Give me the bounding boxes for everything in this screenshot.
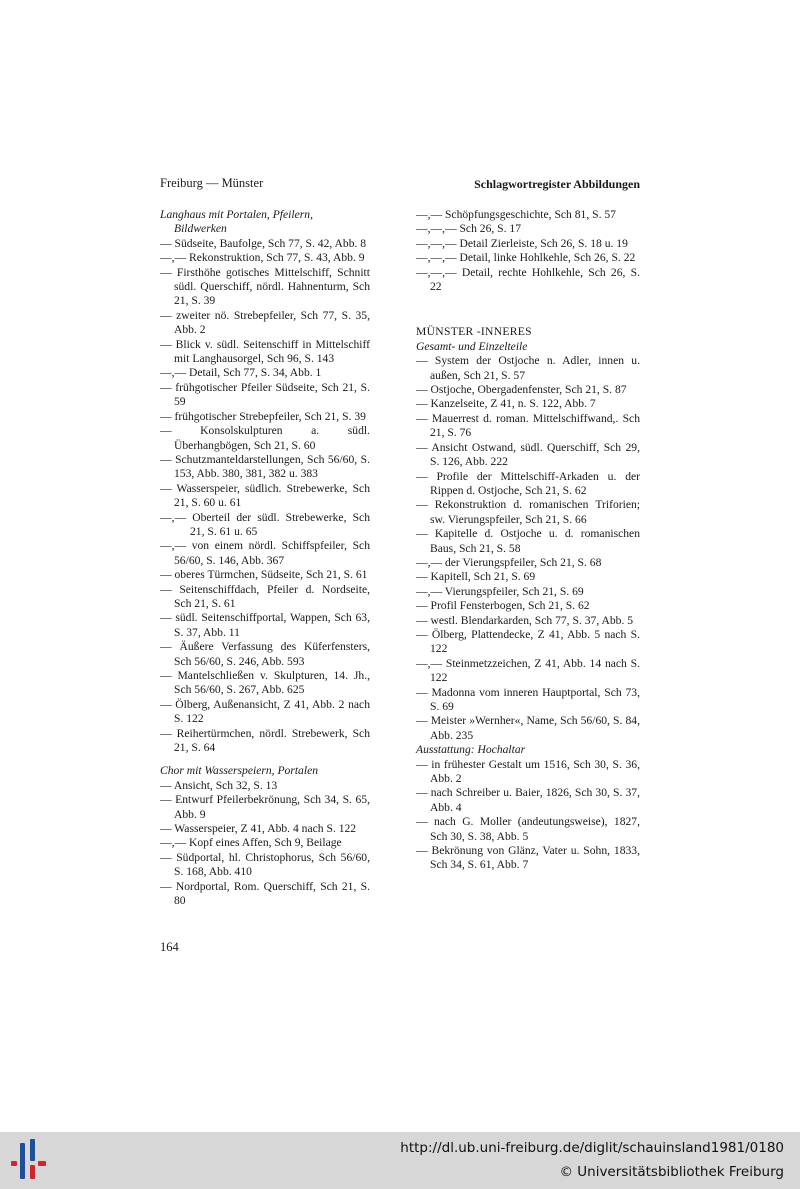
index-entry: — Ölberg, Außenansicht, Z 41, Abb. 2 nach S. 122 [160,697,370,726]
copyright-text: © Universitätsbibliothek Freiburg [559,1164,784,1180]
index-entry: —,—,— Detail, rechte Hohlkehle, Sch 26, S. 22 [416,265,640,294]
footer-bar [0,1132,800,1189]
index-entry: — Nordportal, Rom. Querschiff, Sch 21, S. 80 [160,879,370,908]
running-head-right: Schlagwortregister Abbildungen [474,177,640,191]
index-entry: —,— Vierungspfeiler, Sch 21, S. 69 [416,584,584,598]
index-entry: — Wasserspeier, südlich. Strebewerke, Sch 21, S. 60 u. 61 [160,481,370,510]
index-entry: — Mantelschließen v. Skulpturen, 14. Jh., Sch 56/60, S. 267, Abb. 625 [160,669,370,697]
index-entry: — System der Ostjoche n. Adler, innen u. außen, Sch 21, S. 57 [416,354,640,382]
entry-list-langhaus [160,237,370,511]
index-entry: —,— Kopf eines Affen, Sch 9, Beilage [160,836,342,850]
index-entry: — Entwurf Pfeilerbekrönung, Sch 34, S. 65, Abb. 9 [160,793,370,821]
index-entry: —,— Rekonstruktion, Sch 77, S. 43, Abb. 9 [160,251,365,265]
entry-list-langhaus-deep [160,511,370,540]
index-entry: — oberes Türmchen, Südseite, Sch 21, S. 61 [160,568,368,582]
index-entry: — Südportal, hl. Christophorus, Sch 56/60, S. 168, Abb. 410 [160,850,370,879]
index-entry: — Reihertürmchen, nördl. Strebewerk, Sch 21, S. 64 [160,726,370,755]
index-entry: — Mauerrest d. roman. Mittelschiffwand,. Sch 21, S. 76 [416,411,640,440]
index-entry: — Firsthöhe gotisches Mittelschiff, Schnitt südl. Querschiff, nördl. Hahnenturm, Sch 21, S. 39 [160,265,370,308]
section-title-langhaus: Langhaus mit Portalen, Pfeilern, Bildwerken [160,208,313,236]
main-heading: MÜNSTER -INNERES [416,325,532,339]
index-entry: — Meister »Wernher«, Name, Sch 56/60, S. 84, Abb. 235 [416,714,640,742]
index-entry: —,— Steinmetzzeichen, Z 41, Abb. 14 nach S. 122 [416,656,640,685]
entry-list-langhaus-cont [160,539,370,755]
source-url-link[interactable]: http://dl.ub.uni-freiburg.de/diglit/schauinsland1981/0180 [400,1140,784,1156]
index-entry: — Äußere Verfassung des Küferfensters, Sch 56/60, S. 246, Abb. 593 [160,640,370,668]
section-title-hochaltar: Ausstattung: Hochaltar [416,743,526,757]
index-entry: — in frühester Gestalt um 1516, Sch 30, S. 36, Abb. 2 [416,757,640,786]
index-entry: — Kapitell, Sch 21, S. 69 [416,570,536,584]
index-entry: — Ansicht Ostwand, südl. Querschiff, Sch 29, S. 126, Abb. 222 [416,440,640,469]
index-entry: — Schutzmanteldarstellungen, Sch 56/60, S. 153, Abb. 380, 381, 382 u. 383 [160,452,370,481]
index-entry: — frühgotischer Strebepfeiler, Sch 21, S. 39 [160,409,366,423]
right-column [416,208,640,873]
index-entry: — Madonna vom inneren Hauptportal, Sch 73, S. 69 [416,685,640,713]
entry-list-hochaltar [416,758,640,873]
index-entry: — Kanzelseite, Z 41, n. S. 122, Abb. 7 [416,397,596,411]
index-entry: — Ölberg, Plattendecke, Z 41, Abb. 5 nach S. 122 [416,627,640,656]
index-entry: — Kapitelle d. Ostjoche u. d. romanischen Baus, Sch 21, S. 58 [416,527,640,555]
index-entry: —,— Schöpfungsgeschichte, Sch 81, S. 57 [416,208,616,221]
index-entry: — nach Schreiber u. Baier, 1826, Sch 30, S. 37, Abb. 4 [416,786,640,814]
index-entry: — zweiter nö. Strebepfeiler, Sch 77, S. 35, Abb. 2 [160,308,370,337]
index-entry: — südl. Seitenschiffportal, Wappen, Sch 63, S. 37, Abb. 11 [160,611,370,639]
index-entry: — Bekrönung von Glänz, Vater u. Sohn, 1833, Sch 34, S. 61, Abb. 7 [416,844,640,872]
entry-list-chor [160,779,370,909]
index-entry: — Ansicht, Sch 32, S. 13 [160,778,278,792]
index-entry: —,— der Vierungspfeiler, Sch 21, S. 68 [416,555,602,569]
index-entry: — Konsolskulpturen a. südl. Überhangbögen, Sch 21, S. 60 [160,424,370,452]
index-entry: — Blick v. südl. Seitenschiff in Mittelschiff mit Langhausorgel, Sch 96, S. 143 [160,337,370,366]
left-column [160,208,370,909]
section-title-gesamt: Gesamt- und Einzelteile [416,339,528,353]
index-entry: —,— von einem nördl. Schiffspfeiler, Sch 56/60, S. 146, Abb. 367 [160,539,370,567]
index-entry: — Rekonstruktion d. romanischen Triforien; sw. Vierungspfeiler, Sch 21, S. 66 [416,498,640,526]
index-entry: — Profil Fensterbogen, Sch 21, S. 62 [416,599,590,613]
index-entry: — westl. Blendarkarden, Sch 77, S. 37, Abb. 5 [416,613,634,627]
index-entry: —,— Oberteil der südl. Strebewerke, Sch 21, S. 61 u. 65 [160,510,370,538]
index-entry: —,—,— Detail Zierleiste, Sch 26, S. 18 u. 19 [416,236,628,250]
index-entry: — Profile der Mittelschiff-Arkaden u. der Rippen d. Ostjoche, Sch 21, S. 62 [416,469,640,497]
index-entry: —,—,— Sch 26, S. 17 [416,222,521,236]
index-entry: — Seitenschiffdach, Pfeiler d. Nordseite, Sch 21, S. 61 [160,582,370,610]
index-entry: — Wasserspeier, Z 41, Abb. 4 nach S. 122 [160,822,357,836]
entry-list-gesamt [416,354,640,743]
index-entry: — Ostjoche, Obergadenfenster, Sch 21, S. 87 [416,383,627,397]
running-head-left: Freiburg — Münster [160,176,264,190]
index-entry: — nach G. Moller (andeutungsweise), 1827, Sch 30, S. 38, Abb. 5 [416,815,640,843]
entry-list-continued [416,208,640,294]
index-entry: —,— Detail, Sch 77, S. 34, Abb. 1 [160,366,322,380]
index-entry: — frühgotischer Pfeiler Südseite, Sch 21, S. 59 [160,380,370,409]
index-entry: —,—,— Detail, linke Hohlkehle, Sch 26, S. 22 [416,251,636,265]
ub-freiburg-logo-icon [10,1139,50,1183]
index-entry: — Südseite, Baufolge, Sch 77, S. 42, Abb. 8 [160,236,367,250]
page-number: 164 [160,940,179,954]
section-title-chor: Chor mit Wasserspeiern, Portalen [160,764,319,778]
